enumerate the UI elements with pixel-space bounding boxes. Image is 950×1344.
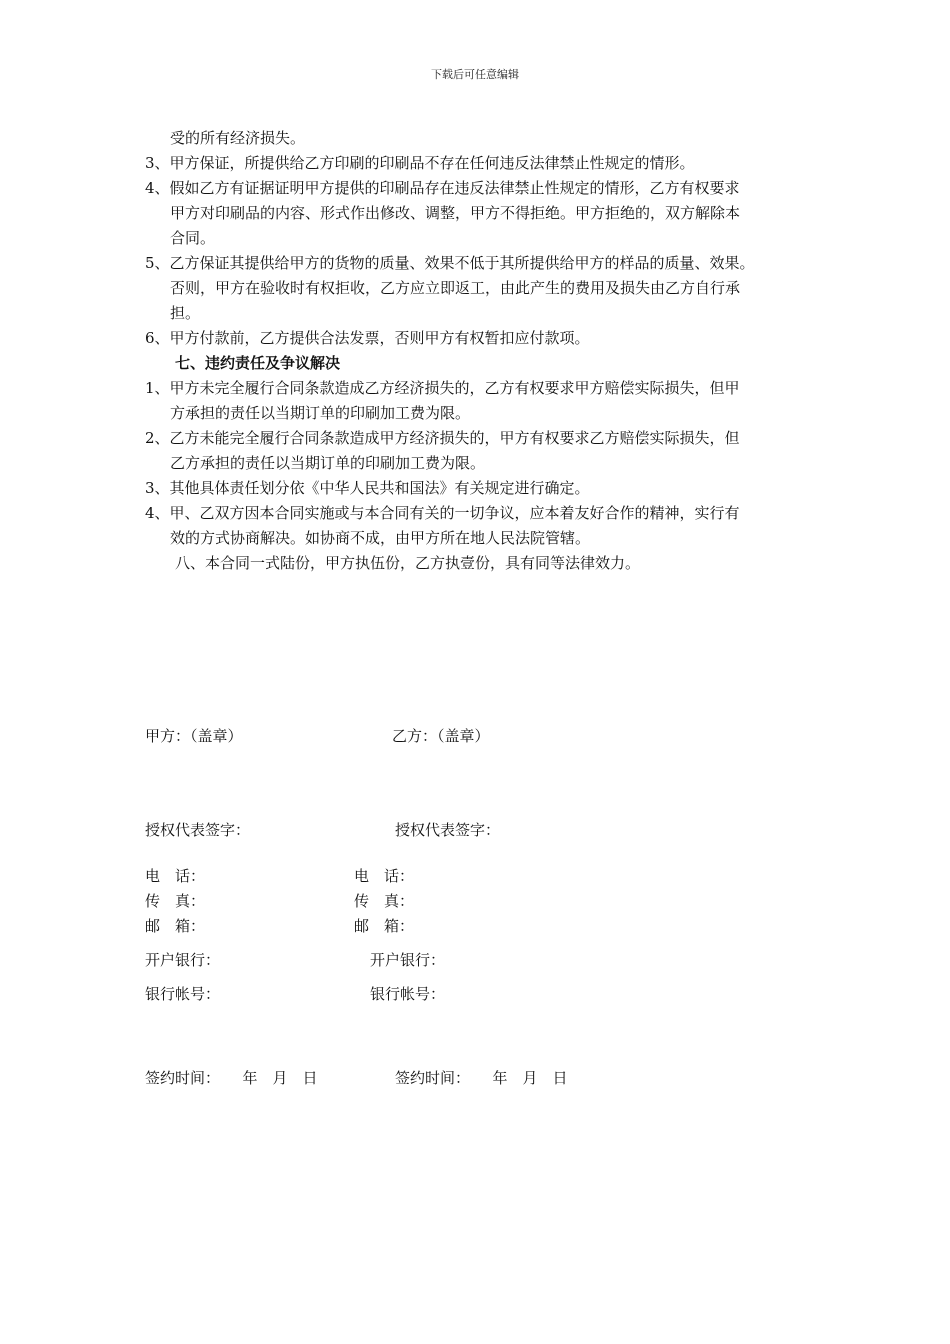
liability-clause-3: 3、其他具体责任划分依《中华人民共和国法》有关规定进行确定。	[145, 479, 590, 497]
party-b-account: 银行帐号：	[370, 985, 446, 1003]
section-8: 八、本合同一式陆份，甲方执伍份，乙方执壹份，具有同等法律效力。	[175, 554, 641, 572]
party-b-fax: 传 真：	[354, 892, 415, 910]
paragraph-line: 担。	[170, 304, 201, 322]
party-a-fax: 传 真：	[145, 892, 206, 910]
party-a-email: 邮 箱：	[145, 917, 206, 935]
paragraph-line: 甲方对印刷品的内容、形式作出修改、调整，甲方不得拒绝。甲方拒绝的，双方解除本	[170, 204, 741, 222]
party-a-sign-date: 签约时间： 年 月 日	[145, 1069, 318, 1087]
page-header: 下载后可任意编辑	[431, 68, 519, 81]
contract-body	[145, 126, 825, 576]
party-b-bank: 开户银行：	[370, 951, 446, 969]
section-heading-7: 七、违约责任及争议解决	[175, 354, 341, 372]
party-a-phone: 电 话：	[145, 867, 206, 885]
clause-3: 3、甲方保证，所提供给乙方印刷的印刷品不存在任何违反法律禁止性规定的情形。	[145, 154, 695, 172]
clause-6: 6、甲方付款前，乙方提供合法发票，否则甲方有权暂扣应付款项。	[145, 329, 590, 347]
clause-4: 4、假如乙方有证据证明甲方提供的印刷品存在违反法律禁止性规定的情形，乙方有权要求	[145, 179, 740, 197]
party-a-bank: 开户银行：	[145, 951, 221, 969]
party-b-representative: 授权代表签字：	[395, 821, 501, 839]
party-a-representative: 授权代表签字：	[145, 821, 251, 839]
paragraph-line: 合同。	[170, 229, 216, 247]
party-a-account: 银行帐号：	[145, 985, 221, 1003]
party-b-email: 邮 箱：	[354, 917, 415, 935]
party-b-seal: 乙方：（盖章）	[392, 727, 490, 745]
liability-clause-4: 4、甲、乙双方因本合同实施或与本合同有关的一切争议，应本着友好合作的精神，实行有	[145, 504, 740, 522]
paragraph-line: 效的方式协商解决。如协商不成，由甲方所在地人民法院管辖。	[170, 529, 591, 547]
paragraph-line: 否则，甲方在验收时有权拒收，乙方应立即返工，由此产生的费用及损失由乙方自行承	[170, 279, 741, 297]
paragraph-line: 乙方承担的责任以当期订单的印刷加工费为限。	[170, 454, 486, 472]
liability-clause-2: 2、乙方未能完全履行合同条款造成甲方经济损失的，甲方有权要求乙方赔偿实际损失，但	[145, 429, 740, 447]
paragraph-line: 受的所有经济损失。	[170, 129, 306, 147]
party-a-seal: 甲方：（盖章）	[145, 727, 243, 745]
paragraph-line: 方承担的责任以当期订单的印刷加工费为限。	[170, 404, 471, 422]
liability-clause-1: 1、甲方未完全履行合同条款造成乙方经济损失的，乙方有权要求甲方赔偿实际损失，但甲	[145, 379, 740, 397]
party-b-sign-date: 签约时间： 年 月 日	[395, 1069, 568, 1087]
party-b-phone: 电 话：	[354, 867, 415, 885]
clause-5: 5、乙方保证其提供给甲方的货物的质量、效果不低于其所提供给甲方的样品的质量、效果。	[145, 254, 755, 272]
